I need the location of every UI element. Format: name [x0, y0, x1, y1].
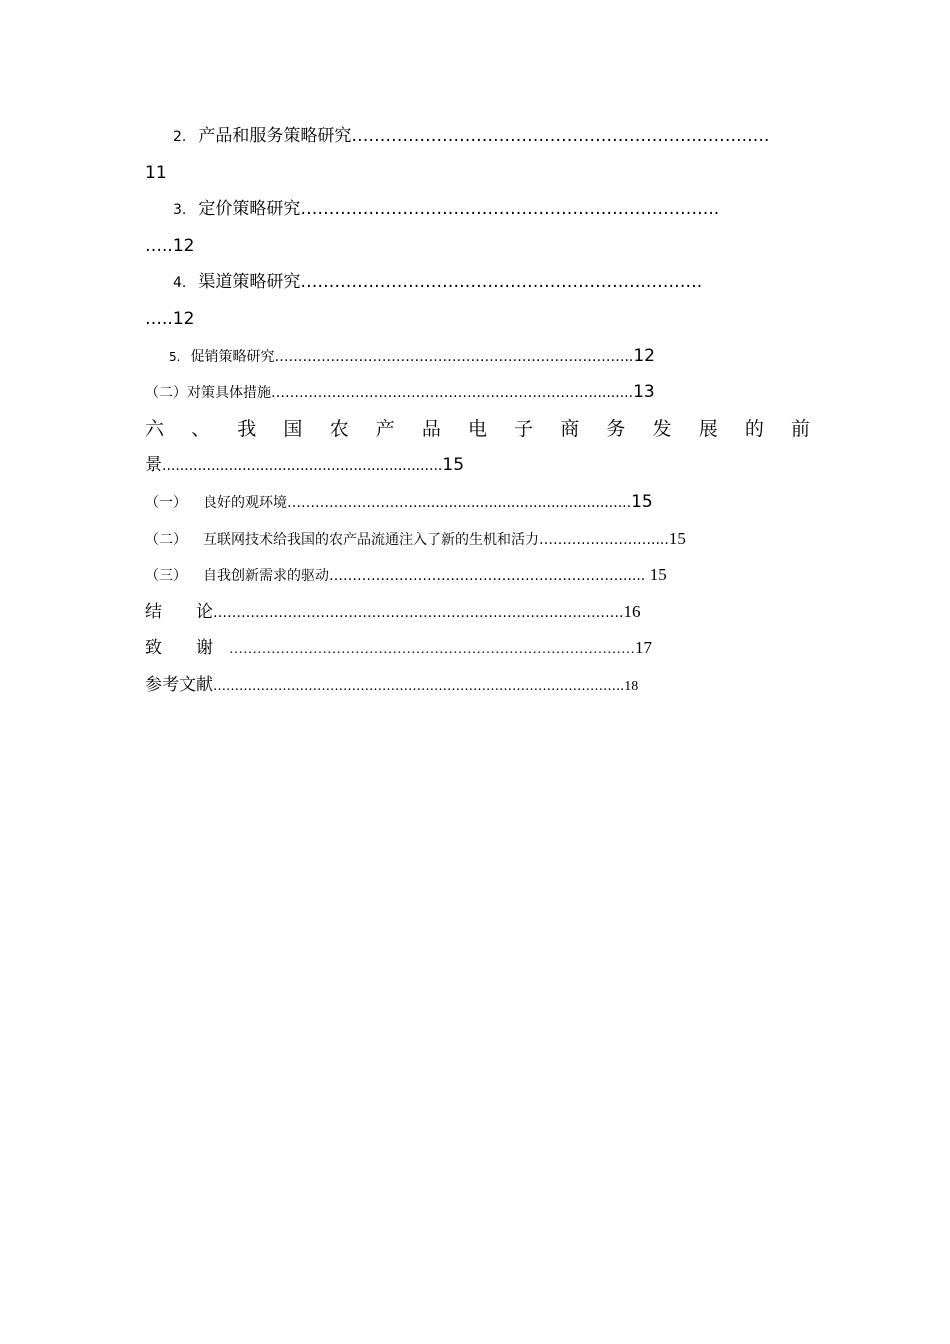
- entry-title: 致 谢: [145, 638, 213, 659]
- heading-char: 的: [744, 417, 764, 440]
- toc-entry-channel[interactable]: [145, 264, 810, 301]
- heading-char: 电: [467, 417, 487, 440]
- entry-page: 11: [145, 162, 167, 183]
- dot-leader: …………………………………………………………………..: [274, 348, 634, 365]
- entry-page: 15: [631, 491, 653, 512]
- dot-leader: ……………………….................................................: [287, 494, 632, 511]
- toc-entry-prospects-heading[interactable]: [145, 411, 810, 448]
- heading-char: 产: [375, 417, 395, 440]
- dot-leader: …………………………………………………………………………………..: [213, 678, 625, 694]
- entry-number: 4.: [173, 275, 187, 292]
- table-of-contents: [145, 118, 810, 704]
- entry-page: 17: [635, 638, 652, 658]
- heading-char: 发: [652, 417, 672, 440]
- entry-page: 18: [624, 678, 639, 694]
- dot-leader: ……………………....: [539, 531, 669, 548]
- toc-entry-environment[interactable]: [145, 484, 810, 521]
- heading-char: 农: [329, 417, 349, 440]
- entry-title: 渠道策略研究: [198, 272, 301, 293]
- toc-entry-innovation[interactable]: [145, 557, 810, 594]
- heading-char: 子: [514, 417, 534, 440]
- entry-title: 良好的观环境: [203, 494, 287, 511]
- entry-page: 16: [623, 601, 641, 621]
- dot-leader: …………………………………………………….……….: [300, 272, 703, 293]
- entry-title: 互联网技术给我国的农产品流通注入了新的生机和活力: [203, 531, 539, 548]
- entry-title: 自我创新需求的驱动: [203, 568, 329, 585]
- entry-page: …..12: [145, 235, 195, 256]
- entry-page: 12: [633, 345, 655, 366]
- toc-entry-product-service[interactable]: [145, 118, 810, 155]
- toc-entry-promotion[interactable]: [145, 338, 810, 375]
- heading-char: 展: [698, 417, 718, 440]
- entry-page: 15: [442, 455, 465, 476]
- heading-char: 前: [790, 417, 810, 440]
- toc-entry-internet-tech[interactable]: [145, 521, 810, 558]
- heading-char: 商: [560, 417, 580, 440]
- toc-entry-page-number: [145, 301, 810, 338]
- dot-leader: …………………………………………………………………………….: [213, 604, 624, 621]
- toc-entry-acknowledgements[interactable]: [145, 630, 810, 667]
- entry-number: 3.: [173, 202, 187, 219]
- heading-char: 我: [237, 417, 257, 440]
- dot-leader: ………………………………………………………………..: [300, 199, 720, 220]
- toc-entry-conclusion[interactable]: [145, 594, 810, 631]
- entry-number: 5.: [169, 349, 181, 364]
- entry-page: 13: [633, 382, 655, 403]
- entry-title: 结 论: [145, 601, 213, 622]
- entry-page: 15: [668, 528, 686, 548]
- heading-char: 、: [191, 417, 211, 440]
- dot-leader: ……………………………………………………….....: [329, 568, 650, 585]
- toc-entry-measures[interactable]: [145, 374, 810, 411]
- entry-number: 2.: [173, 129, 187, 145]
- heading-char: 国: [283, 417, 303, 440]
- dot-leader: …………………………………………………………….........: [271, 385, 634, 402]
- entry-number: （一）: [145, 494, 187, 511]
- toc-entry-page-number: [145, 228, 810, 265]
- heading-char: 品: [421, 417, 441, 440]
- entry-title: 景: [145, 455, 162, 476]
- dot-leader: ……………………………………………………………………………: [229, 642, 635, 658]
- entry-number: （三）: [145, 568, 187, 585]
- entry-number: （二）: [145, 531, 187, 548]
- entry-page: 15: [649, 565, 667, 585]
- toc-entry-page-number: [145, 155, 810, 192]
- entry-page: …..12: [145, 308, 195, 329]
- dot-leader: ……………………………………………………..……..….: [351, 126, 770, 146]
- entry-title: 促销策略研究: [190, 348, 275, 365]
- entry-title: 定价策略研究: [198, 199, 301, 220]
- toc-entry-prospects-cont: [145, 447, 810, 484]
- toc-entry-references[interactable]: [145, 667, 810, 704]
- heading-char: 务: [606, 417, 626, 440]
- heading-char: 六: [145, 417, 165, 440]
- entry-title: 参考文献: [145, 674, 213, 695]
- entry-title: 产品和服务策略研究: [198, 126, 352, 146]
- dot-leader: ...............................................................: [162, 458, 443, 475]
- entry-title: （二）对策具体措施: [145, 385, 271, 402]
- toc-entry-pricing[interactable]: [145, 191, 810, 228]
